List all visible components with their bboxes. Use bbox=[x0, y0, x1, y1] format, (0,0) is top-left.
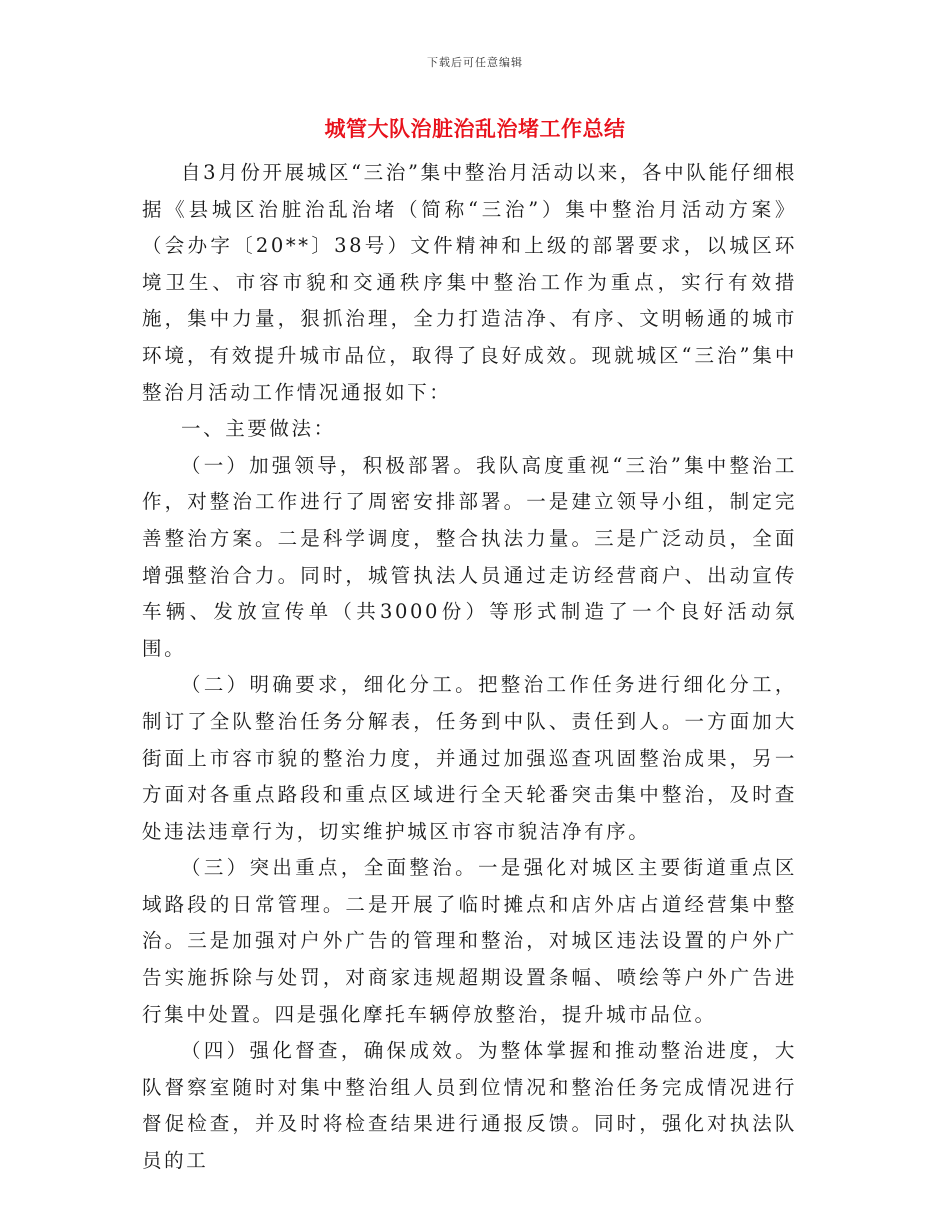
header-note: 下载后可任意编辑 bbox=[427, 56, 523, 69]
section-heading-main-practices: 一、主要做法： bbox=[181, 417, 336, 441]
document-body bbox=[142, 155, 797, 1180]
paragraph-intro: 自3月份开展城区“三治”集中整治月活动以来，各中队能仔细根据《县城区治脏治乱治堵（简称“三治”）集中整治月活动方案》（会办字〔20**〕38号）文件精神和上级的部署要求，以城区环境卫生、市容市貌和交通秩序集中整治工作为重点，实行有效措施，集中力量，狠抓治理，全力打造洁净、有序、文明畅通的城市环境，有效提升城市品位，取得了良好成效。现就城区“三治”集中整治月活动工作情况通报如下： bbox=[142, 161, 797, 404]
paragraph-item-3: （三）突出重点，全面整治。一是强化对城区主要街道重点区域路段的日常管理。二是开展了临时摊点和店外店占道经营集中整治。三是加强对户外广告的管理和整治，对城区违法设置的户外广告实施拆除与处罚，对商家违规超期设置条幅、喷绘等户外广告进行集中处置。四是强化摩托车辆停放整治，提升城市品位。 bbox=[142, 856, 797, 1026]
paragraph-item-4: （四）强化督查，确保成效。为整体掌握和推动整治进度，大队督察室随时对集中整治组人员到位情况和整治任务完成情况进行督促检查，并及时将检查结果进行通报反馈。同时，强化对执法队员的工 bbox=[142, 1039, 797, 1173]
document-title: 城管大队治脏治乱治堵工作总结 bbox=[324, 116, 626, 141]
paragraph-item-1: （一）加强领导，积极部署。我队高度重视“三治”集中整治工作，对整治工作进行了周密安排部署。一是建立领导小组，制定完善整治方案。二是科学调度，整合执法力量。三是广泛动员，全面增强整治合力。同时，城管执法人员通过走访经营商户、出动宣传车辆、发放宣传单（共3000份）等形式制造了一个良好活动氛围。 bbox=[142, 453, 797, 660]
paragraph-item-2: （二）明确要求，细化分工。把整治工作任务进行细化分工，制订了全队整治任务分解表，任务到中队、责任到人。一方面加大街面上市容市貌的整治力度，并通过加强巡查巩固整治成果，另一方面对各重点路段和重点区域进行全天轮番突击集中整治，及时查处违法违章行为，切实维护城区市容市貌洁净有序。 bbox=[142, 673, 797, 843]
